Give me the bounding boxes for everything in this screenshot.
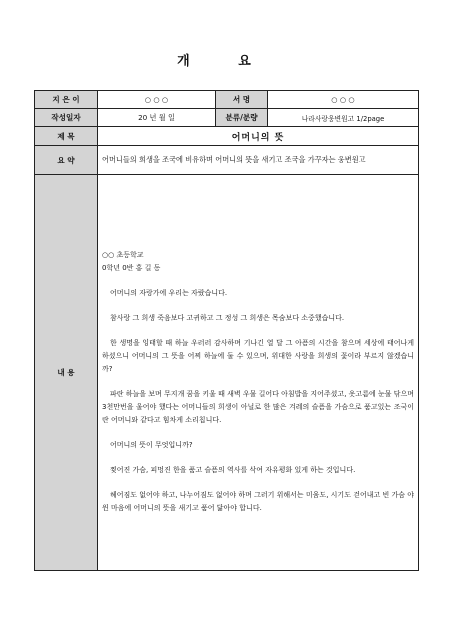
paragraph: 어머니의 자랑가에 우리는 자랐습니다. — [110, 288, 228, 297]
student-name: 0학년 0반 홍 길 동 — [102, 263, 161, 272]
speech-text — [102, 249, 414, 515]
author-value: ○ ○ ○ — [98, 91, 216, 109]
paragraph: 참사랑 그 희생 죽음보다 고귀하고 그 정성 그 희생은 목숨보다 소중했습니다. — [110, 313, 345, 322]
summary-row — [35, 146, 419, 175]
author-label: 지 은 이 — [35, 91, 98, 109]
date-label: 작성일자 — [35, 109, 98, 127]
content-row — [35, 175, 419, 571]
position-label: 서 명 — [216, 91, 268, 109]
overview-form — [34, 90, 419, 571]
subject-row — [35, 127, 419, 146]
school-name: ○○ 초등학교 — [102, 250, 144, 259]
category-value: 나라사랑웅변원고 1/2page — [268, 109, 419, 127]
subject-value: 어머니의 뜻 — [98, 127, 419, 146]
document-title: 개 요 — [177, 54, 273, 69]
content-body — [98, 175, 419, 571]
summary-value: 어머니들의 희생을 조국에 비유하며 어머니의 뜻을 새기고 조국을 가꾸자는 웅변원고 — [98, 146, 419, 175]
category-label: 분류/분량 — [216, 109, 268, 127]
paragraph: 헤어짐도 없어야 하고, 나누어짐도 없어야 하며 그러기 위해서는 미움도, 시기도 걷어내고 빈 가슴 야윈 마음에 어머니의 뜻을 새기고 품어 닮아야 합니다. — [102, 490, 414, 512]
paragraph: 파란 하늘을 보며 무지개 꿈을 키울 때 새벽 우물 길어다 아침밥을 지어주셨고, 옷고름에 눈물 닦으며 3천만번을 울어야 했다는 어머니들의 희생이 아닐로 한 많은 겨레의 슬픔을 가슴으로 품고있는 조국이란 어머니와 같다고 힘차게 소리칩니다. — [102, 389, 414, 424]
date-value: 20 년 월 일 — [98, 109, 216, 127]
paragraph: 찢어진 가슴, 피멍진 한을 품고 슬픔의 역사를 삭여 자유평화 있게 하는 것입니다. — [110, 465, 356, 474]
summary-label: 요 약 — [35, 146, 98, 175]
author-row — [35, 91, 419, 109]
author-info — [102, 249, 414, 275]
paragraph: 어머니의 뜻이 무엇입니까? — [110, 440, 193, 449]
date-row — [35, 109, 419, 127]
content-label: 내 용 — [35, 175, 98, 571]
subject-label: 제 목 — [35, 127, 98, 146]
position-value: ○ ○ ○ — [268, 91, 419, 109]
paragraph: 한 생명을 잉태할 때 하늘 우러러 감사하며 기나긴 열 달 그 아픔의 시간을 참으며 세상에 태어나게 하셨으니 어머니의 그 뜻을 어찌 하늘에 둘 수 있으며, 위대한 사랑을 희생의 꽃이라 부르지 않겠습니까? — [102, 338, 414, 373]
